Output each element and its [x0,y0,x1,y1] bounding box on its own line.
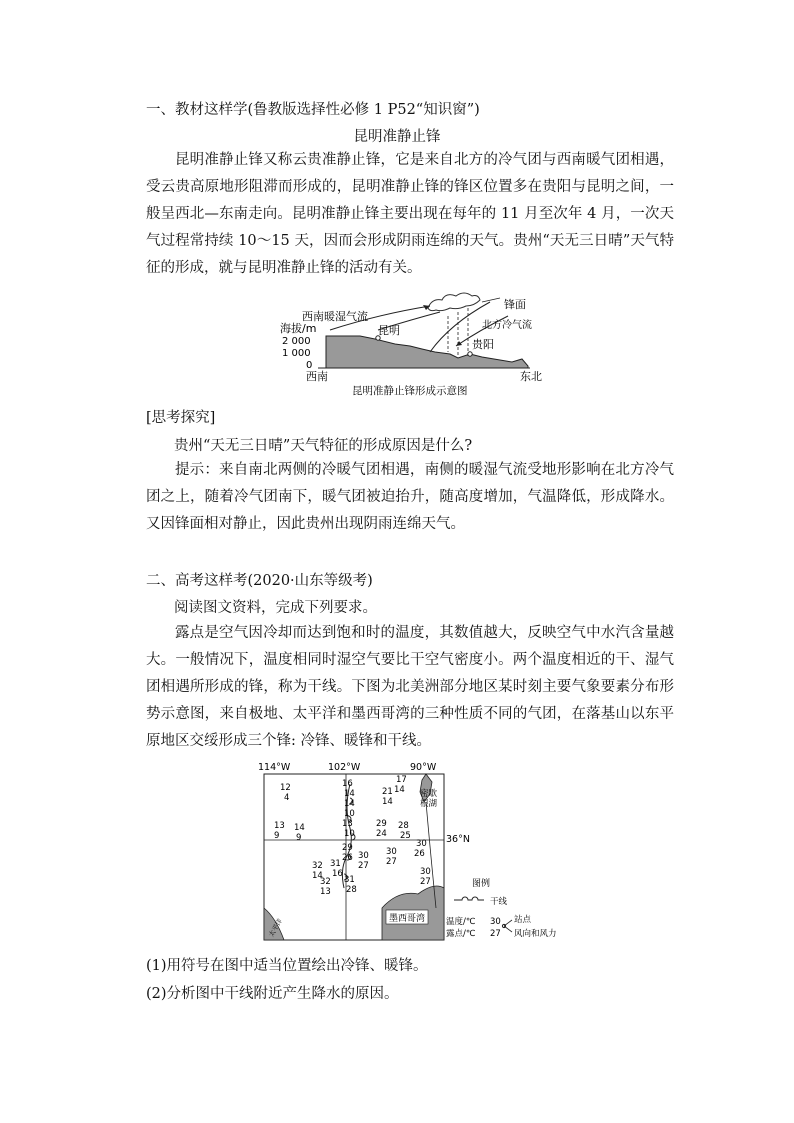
weather-map-figure [258,758,568,946]
station-temp: 28 [398,821,409,831]
tick-2000: 2 000 [282,336,311,347]
legend-temp: 温度/℃ [446,917,476,927]
axis-label: 海拔/m [280,322,317,335]
station-temp: 30 [386,847,397,857]
station-dew: 9 [274,831,280,841]
station-temp: 30 [416,839,427,849]
label-guiyang: 贵阳 [472,338,494,351]
cloud-icon [428,293,480,311]
label-southwest: 西南 [306,370,328,383]
section2-heading: 二、高考这样考(2020·山东等级考) [146,573,373,589]
station-temp: 17 [396,775,407,785]
label-kunming: 昆明 [378,324,400,337]
station-dew: 28 [346,885,357,895]
station-dew: 26 [414,849,425,859]
legend-dryline-symbol [454,897,484,900]
station-dew: 16 [332,869,343,879]
legend-wind: 风向和风力 [514,929,557,939]
station-temp: 14 [344,799,355,809]
lon-102: 102°W [328,762,361,773]
pacific-label: 太平洋 [267,917,284,939]
guiyang-point [468,352,472,356]
question-2: (2)分析图中干线附近产生降水的原因。 [146,986,399,1002]
station-dew: 27 [386,857,397,867]
michigan-line1: 密歇 [420,789,438,799]
lon-90: 90°W [410,762,437,773]
station-temp: 13 [274,821,285,831]
section2-paragraph: 露点是空气因冷却而达到饱和时的温度，其数值越大，反映空气中水汽含量越大。一般情况下，温度相同时湿空气要比干空气密度小。两个温度相近的干、湿气团相遇所形成的锋，称为干线。下图为北美洲部分地区某时刻主要气象要素分布形势示意图，来自极地、太平洋和墨西哥湾的三种性质不同的气团，在落基山以东平原地区交绥形成三个锋: 冷锋、暖锋和干线。 [146,625,674,749]
section1-title: 昆明准静止锋 [353,129,441,145]
station-temp: 13 [342,819,353,829]
station-dew: 13 [320,887,331,897]
station-dew: 27 [420,877,431,887]
legend-title: 图例 [472,879,491,889]
legend-t-value: 30 [490,917,501,927]
station-dew: 27 [358,861,369,871]
station-temp: 31 [344,875,355,885]
station-temp: 31 [330,859,341,869]
station-dew: 26 [342,853,353,863]
station-temp: 32 [312,861,323,871]
station-dew: 14 [394,785,405,795]
station-temp: 12 [280,783,291,793]
station-dew: 24 [376,829,387,839]
station-dew: 9 [296,833,302,843]
gulf-label: 墨西哥湾 [389,914,426,924]
question: 贵州“天无三日晴”天气特征的形成原因是什么? [174,438,473,454]
station-temp: 29 [376,819,387,829]
station-dew: 14 [312,871,323,881]
question-1: (1)用符号在图中适当位置绘出冷锋、暖锋。 [146,958,428,974]
section1-heading: 一、教材这样学(鲁教版选择性必修 1 P52“知识窗”) [146,102,480,118]
station-temp: 14 [294,823,305,833]
terrain-profile [326,336,528,368]
station-dew: 14 [344,789,355,799]
lat-36: 36°N [446,834,470,845]
station-temp: 30 [420,867,431,877]
instruction: 阅读图文资料，完成下列要求。 [174,600,377,616]
station-temp: 32 [320,877,331,887]
station-dew: 25 [400,831,411,841]
think-label: [思考探究] [146,410,216,426]
station-dew: 10 [344,809,355,819]
lon-114: 114°W [258,762,291,773]
hint: 提示：来自南北两侧的冷暖气团相遇，南侧的暖湿气流受地形影响在北方冷气团之上，随着冷气团南下，暖气团被迫抬升，随高度增加，气温降低，形成降水。又因锋面相对静止，因此贵州出现阴雨连绵天气。 [146,462,674,532]
tick-0: 0 [306,360,313,371]
tick-1000: 1 000 [282,348,311,359]
legend-dryline: 干线 [490,897,508,907]
station-temp: 30 [358,851,369,861]
station-temp: 29 [342,843,353,853]
label-cold-flow: 北方冷气流 [482,320,532,331]
station-dew: 4 [284,793,290,803]
legend-dew: 露点/℃ [446,929,476,939]
station-temp: 21 [382,787,393,797]
legend-station: 站点 [514,915,532,925]
front-cross-section-figure [260,286,550,402]
legend-d-value: 27 [490,929,501,939]
label-front: 锋面 [504,298,526,311]
section1-paragraph: 昆明准静止锋又称云贵准静止锋，它是来自北方的冷气团与西南暖气团相遇，受云贵高原地形阻滞而形成的，昆明准静止锋的锋区位置多在贵阳与昆明之间，一般呈西北—东南走向。昆明准静止锋主要出现在每年的 11 月至次年 4 月，一次天气过程常持续 10～15 天，因而会形成阴雨连绵的天气。贵州“天无三日晴”天气特征的形成，就与昆明准静止锋的活动有关。 [146,152,674,276]
michigan-line2: 根湖 [420,799,438,809]
figure1-caption: 昆明准静止锋形成示意图 [352,385,468,397]
station-dew: 14 [382,797,393,807]
label-warm-flow: 西南暖湿气流 [302,310,368,323]
station-dew: 10 [344,829,355,839]
station-temp: 16 [342,779,353,789]
label-northeast: 东北 [520,370,542,383]
